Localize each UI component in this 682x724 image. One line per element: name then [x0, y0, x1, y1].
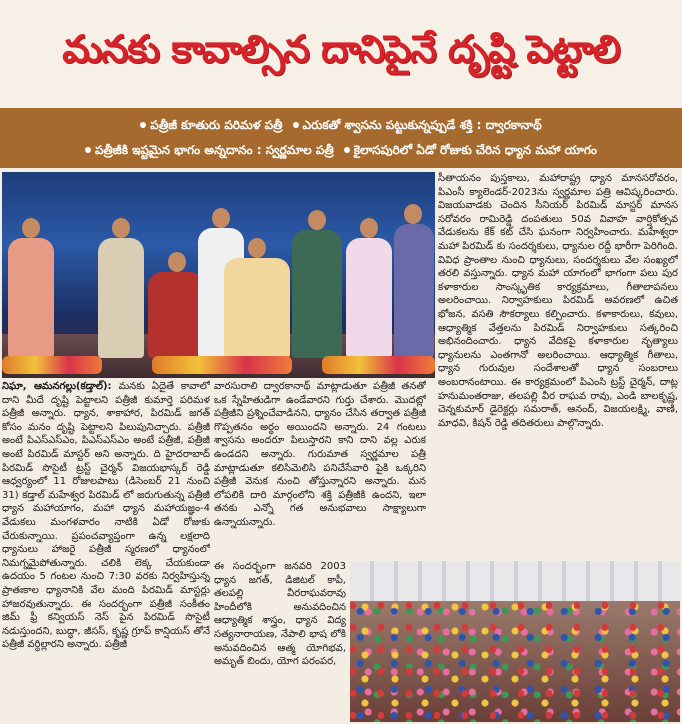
- person-head: [212, 208, 230, 228]
- highlight-item: పత్రీజీకి ఇష్టమైన భాగం అన్నదానం : స్వర్ణమాల పత్రీ: [85, 143, 334, 160]
- article-column-left: [2, 380, 210, 722]
- bullet-icon: [140, 122, 146, 128]
- person-figure: [394, 224, 434, 358]
- headline-banner: [0, 0, 682, 108]
- article-text: ఈ సందర్భంగా జనవరి 2003 ధ్యాన జగత్, డిజిటల్ కాపీ, తలపల్లి వీరరాఘవరావు హిందీలోకి అనువదించిన ఆధ్యాత్మిక శాస్త్రం, ధ్యాన విద్య సత్యనారాయణ, నేపాలి భాష లోకి అనువదించిన ఆత్మ యోగిభవ, అమృత్ బిందు, యోగ పరంపర,: [214, 561, 346, 668]
- person-head: [404, 204, 422, 224]
- highlights-row-1: [0, 114, 682, 138]
- article-text: సీతాయనం పుస్తకాలు, మహారాష్ట్ర ధ్యాన మానసరోవరం, పిఎంసీ క్యాలెండర్-2023ను స్వర్ణమాల పత్రి ఆవిష్కరించారు. విజయవాడకు చెందిన సీనియర్ పిరమిడ్ మాస్టర్ మానస సరోవరం రామిరెడ్డి దంపతులు 50వ వివాహ వార్షికోత్సవ వేడుకలను కేక్ కట్ చేసి ఘనంగా నిర్వహించారు. మహేశ్వరా మహా పిరమిడ్ కు సందర్శకులు, ధ్యానుల రద్దీ భారీగా పెరిగింది. వివిధ ప్రాంతాల నుంచి ధ్యానులు, సందర్శకులు వేల సంఖ్యలో తరలి వస్తున్నారు. ధ్యాన మహా యాగంలో భాగంగా పలు పుర కళాకారుల సాంస్కృతిక కార్యక్రమాలు, గీతాలాపనలు అలరించాయి. నిర్వాహకులు పిరమిడ్ ఆవరణలో ఉచిత భోజన, వసతి సౌకర్యాలు కల్పించారు. కళాకారులు, కవులు, ఆధ్యాత్మిక వేత్తలను పిరమిడ్ నిర్వాహకులు సత్కరించి అభినందించారు. ధ్యాన వేదికపై కళాకారుల నృత్యాలు ధ్యానులను ఎంతగానో అలరించాయి. ఆధ్యాత్మిక గీతాలు, ధ్యాన గురువుల సందేశాలతో ధ్యాన సంబరాలు అంబరానంటాయి. ఈ కార్యక్రమంలో పిఎంసి ట్రస్ట్ చైర్మన్, దాట్ల హనుమంతరాజు, తలపల్లి వీర రాఘవ రావు, ఎండి బాలకృష్ణ, చెన్నకుమార్ డైరెక్టర్లు సమరాత్, ఆనంద్, విజయలక్ష్మి, వాణి, మాధవి, కిషన్ రెడ్డి తదితరులు పాల్గొన్నారు.: [438, 173, 678, 429]
- article-column-right: [438, 172, 678, 556]
- person-head: [308, 210, 326, 230]
- person-head: [360, 218, 378, 238]
- highlight-item: ఎరుకతో శ్వాసను పట్టుకున్నప్పుడే శక్తి : ద్వారకానాథ్: [293, 118, 542, 135]
- highlight-item: కైలాసపురిలో ఏడో రోజుకు చేరిన ధ్యాన మహా యాగం: [344, 143, 597, 160]
- person-head: [248, 238, 266, 258]
- crowd-photo: [350, 561, 680, 722]
- flower-decoration: [2, 356, 102, 374]
- article-text: నిఘా, ఆమనగల్లు(కడ్తాల్): మనకు ఏదైతే కావాలో దాని మీదే దృష్టి పెట్టాలని పత్రీజీ కుమార్తె పరిమళ పత్రీజీ అన్నారు. ధ్యాన, శాకాహార, పిరమిడ్ జగత్ కోసం మనం దృష్టి పెట్టాలని పిలుపునిచ్చారు. పత్రీజీ అంటే పిఎస్ఎస్ఎం, పిఎస్ఎస్ఎం అంటే పత్రీజీ, పత్రీజీ అంటే పిరమిడ్ మాస్టర్ అని అన్నారు. ది హైదరాబాద్ పిరమిడ్ సొసైటీ ట్రస్ట్ చైర్మన్ విజయభాస్కర్ రెడ్డి ఆధ్వర్యంలో 11 రోజులపాటు (డిసెంబర్ 21 నుంచి 31) కడ్తాల్ మహేశ్వర పిరమిడ్ లో జరుగుతున్న పత్రీజీ ధ్యాన మహాయాగం, మహా ధ్యాన మహాయజ్ఞం-4 వేడుకలు మంగళవారం నాటికి ఏడో రోజుకు చేరుకున్నాయి. ప్రపంచవ్యాప్తంగా ఉన్న లక్షలాది ధ్యానులు హాజరై పత్రీజీ స్మరణలో ధ్యానంలో నిమగ్నమైపోతున్నారు. చలికి లెక్క చేయకుండా ఉదయం 5 గంటల నుంచి 7:30 వరకు నిర్వహిస్తున్న ప్రాతఃకాల ధ్యానానికి వేల మంది పిరమిడ్ మాస్టర్లు హాజరవుతున్నారు. ఈ సందర్భంగా పత్రీజీ సంకీతం జిమ్ ఫ్రీ కన్వియస్ నెస్ పైన పిరమిడ్ సొసైటీ నడుస్తుందని, బుద్ధా, జీసస్, కృష్ణ గ్రూప్ కాన్షియస్ తోనే పత్రీజీ వర్ధిల్లారని అన్నారు. పత్రీజీ: [2, 381, 210, 651]
- tent-roof: [350, 561, 680, 601]
- person-figure: [292, 230, 342, 358]
- person-figure: [148, 272, 204, 358]
- article-text: వారసురాలి ద్వారకానాథ్ మాట్లాడుతూ పత్రీజీ తనతో ఒక స్నేహితుడిగా ఉండేవారని గుర్తు చేశారు. మొదట్లో పత్రీజీని ప్రశ్నించేవాడినని, ధ్యానం చేసిన తర్వాత పత్రీజీ గొప్పతనం అర్థం అయిందని అన్నారు. 24 గంటలు శ్వాసను అందరూ పిలుస్తారని కాని దాని వల్ల ఎరుక ఉండదని అన్నారు. గురుమాత స్వర్ణమాల పత్రీ మాట్లాడుతూ కలిసిమెలిసి పనిచేసేవారి పైకి ఒక్కరిని పత్రీజీ వెనుక నుంచి తోస్తున్నారని అన్నారు. మన లోపలికి దారి మార్గంలోని శక్తి పత్రీజీకి ఉందని, ఇలా తనకు ఎన్నో గత అనుభవాలు సాక్ష్యాలుగా ఉన్నాయన్నారు.: [214, 381, 426, 528]
- highlight-item: పత్రీజీ కూతురు పరిమళ పత్రీ: [140, 118, 282, 135]
- person-figure: [8, 238, 54, 358]
- stage-photo: [2, 172, 435, 378]
- bullet-icon: [293, 122, 299, 128]
- bullet-icon: [344, 147, 350, 153]
- article-column-middle: [214, 380, 426, 558]
- flower-decoration: [322, 356, 435, 374]
- flower-decoration: [152, 356, 292, 374]
- bullet-icon: [85, 147, 91, 153]
- person-head: [168, 252, 186, 272]
- person-figure: [224, 258, 290, 358]
- audience-crowd: [350, 601, 680, 722]
- article-column-middle-lower: [214, 560, 346, 722]
- highlights-row-2: [0, 139, 682, 163]
- headline: మనకు కావాల్సిన దానిపైనే దృష్టి పెట్టాలి: [62, 27, 620, 71]
- dateline: నిఘా, ఆమనగల్లు(కడ్తాల్):: [2, 381, 112, 392]
- highlights-band: [0, 108, 682, 168]
- person-figure: [346, 238, 392, 358]
- person-head: [22, 218, 40, 238]
- person-head: [112, 218, 130, 238]
- person-figure: [98, 238, 144, 358]
